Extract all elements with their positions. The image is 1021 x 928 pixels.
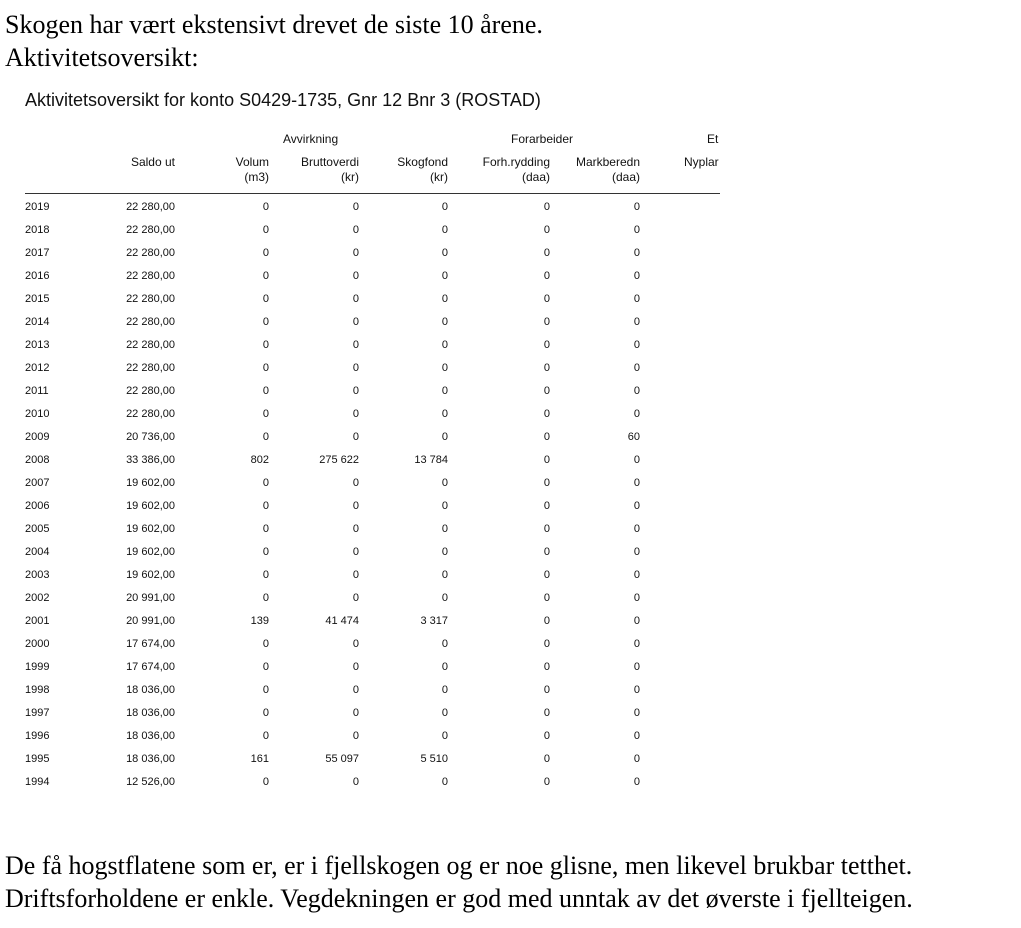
table-row — [25, 357, 725, 380]
table-row — [25, 495, 725, 518]
markberedn-cell: 0 — [633, 385, 640, 397]
skogfond-cell: 0 — [441, 776, 448, 788]
skogfond-cell: 0 — [441, 707, 448, 719]
table-row — [25, 702, 725, 725]
volum-cell: 0 — [262, 661, 269, 673]
saldo-cell: 17 674,00 — [126, 661, 175, 673]
report-table-body — [25, 196, 725, 790]
saldo-cell: 22 280,00 — [126, 385, 175, 397]
skogfond-cell: 0 — [441, 592, 448, 604]
bruttoverdi-cell: 41 474 — [325, 615, 359, 627]
markberedn-cell: 0 — [633, 477, 640, 489]
skogfond-cell: 0 — [441, 431, 448, 443]
forh-rydding-cell: 0 — [543, 247, 550, 259]
table-row — [25, 748, 725, 771]
year-cell: 1994 — [25, 776, 50, 788]
bruttoverdi-cell: 0 — [352, 546, 359, 558]
bruttoverdi-cell: 0 — [352, 707, 359, 719]
volum-cell: 0 — [262, 684, 269, 696]
markberedn-cell: 0 — [633, 201, 640, 213]
forh-rydding-cell: 0 — [543, 408, 550, 420]
saldo-cell: 20 736,00 — [126, 431, 175, 443]
skogfond-cell: 0 — [441, 201, 448, 213]
forh-rydding-cell: 0 — [543, 454, 550, 466]
markberedn-cell: 0 — [633, 753, 640, 765]
bruttoverdi-cell: 0 — [352, 477, 359, 489]
volum-cell: 0 — [262, 201, 269, 213]
saldo-cell: 22 280,00 — [126, 293, 175, 305]
table-row — [25, 219, 725, 242]
table-row — [25, 380, 725, 403]
table-row — [25, 449, 725, 472]
forh-rydding-cell: 0 — [543, 546, 550, 558]
table-row — [25, 426, 725, 449]
closing-text-line-1: De få hogstflatene som er, er i fjellskogen og er noe glisne, men likevel brukbar tetthet. — [5, 851, 913, 880]
forh-rydding-cell: 0 — [543, 316, 550, 328]
markberedn-cell: 0 — [633, 224, 640, 236]
bruttoverdi-cell: 0 — [352, 224, 359, 236]
table-row — [25, 541, 725, 564]
markberedn-cell: 60 — [627, 431, 640, 443]
volum-cell: 0 — [262, 431, 269, 443]
skogfond-cell: 0 — [441, 293, 448, 305]
volum-cell: 0 — [262, 408, 269, 420]
forh-rydding-cell: 0 — [543, 638, 550, 650]
markberedn-cell: 0 — [633, 546, 640, 558]
table-row — [25, 725, 725, 748]
table-row — [25, 403, 725, 426]
saldo-cell: 12 526,00 — [126, 776, 175, 788]
forh-rydding-cell: 0 — [543, 362, 550, 374]
bruttoverdi-cell: 0 — [352, 569, 359, 581]
saldo-cell: 18 036,00 — [126, 707, 175, 719]
markberedn-cell: 0 — [633, 316, 640, 328]
year-cell: 2000 — [25, 638, 50, 650]
forh-rydding-cell: 0 — [543, 339, 550, 351]
volum-cell: 0 — [262, 247, 269, 259]
bruttoverdi-cell: 0 — [352, 362, 359, 374]
bruttoverdi-cell: 0 — [352, 500, 359, 512]
skogfond-cell: 0 — [441, 684, 448, 696]
saldo-cell: 22 280,00 — [126, 339, 175, 351]
skogfond-cell: 0 — [441, 408, 448, 420]
table-row — [25, 288, 725, 311]
markberedn-cell: 0 — [633, 592, 640, 604]
markberedn-cell: 0 — [633, 293, 640, 305]
saldo-cell: 17 674,00 — [126, 638, 175, 650]
year-cell: 2001 — [25, 615, 50, 627]
volum-cell: 0 — [262, 546, 269, 558]
year-cell: 2004 — [25, 546, 50, 558]
skogfond-cell: 0 — [441, 339, 448, 351]
forh-rydding-cell: 0 — [543, 615, 550, 627]
table-row — [25, 610, 725, 633]
bruttoverdi-cell: 0 — [352, 385, 359, 397]
year-cell: 1998 — [25, 684, 50, 696]
forh-rydding-cell: 0 — [543, 385, 550, 397]
volum-cell: 0 — [262, 592, 269, 604]
forh-rydding-cell: 0 — [543, 431, 550, 443]
year-cell: 2011 — [25, 385, 49, 397]
volum-cell: 0 — [262, 776, 269, 788]
markberedn-cell: 0 — [633, 615, 640, 627]
table-row — [25, 587, 725, 610]
year-cell: 1996 — [25, 730, 50, 742]
bruttoverdi-cell: 0 — [352, 661, 359, 673]
forh-rydding-cell: 0 — [543, 270, 550, 282]
forh-rydding-cell: 0 — [543, 684, 550, 696]
column-header-nyplanting: Nyplar — [684, 155, 719, 169]
year-cell: 2016 — [25, 270, 50, 282]
skogfond-cell: 0 — [441, 477, 448, 489]
volum-cell: 0 — [262, 293, 269, 305]
forh-rydding-cell: 0 — [543, 477, 550, 489]
bruttoverdi-cell: 0 — [352, 339, 359, 351]
year-cell: 2012 — [25, 362, 50, 374]
markberedn-cell: 0 — [633, 569, 640, 581]
volum-cell: 0 — [262, 707, 269, 719]
forh-rydding-cell: 0 — [543, 592, 550, 604]
markberedn-cell: 0 — [633, 661, 640, 673]
saldo-cell: 22 280,00 — [126, 362, 175, 374]
skogfond-cell: 0 — [441, 385, 448, 397]
saldo-cell: 22 280,00 — [126, 201, 175, 213]
forh-rydding-cell: 0 — [543, 523, 550, 535]
year-cell: 2007 — [25, 477, 50, 489]
saldo-cell: 22 280,00 — [126, 224, 175, 236]
volum-cell: 0 — [262, 224, 269, 236]
table-row — [25, 518, 725, 541]
saldo-cell: 18 036,00 — [126, 753, 175, 765]
skogfond-cell: 0 — [441, 569, 448, 581]
skogfond-cell: 0 — [441, 247, 448, 259]
saldo-cell: 22 280,00 — [126, 247, 175, 259]
markberedn-cell: 0 — [633, 730, 640, 742]
saldo-cell: 19 602,00 — [126, 523, 175, 535]
year-cell: 2003 — [25, 569, 50, 581]
markberedn-cell: 0 — [633, 638, 640, 650]
forh-rydding-cell: 0 — [543, 707, 550, 719]
column-header-saldo: Saldo ut — [130, 155, 175, 169]
skogfond-cell: 0 — [441, 270, 448, 282]
forh-rydding-cell: 0 — [543, 500, 550, 512]
skogfond-cell: 0 — [441, 546, 448, 558]
skogfond-cell: 3 317 — [420, 615, 448, 627]
skogfond-cell: 0 — [441, 224, 448, 236]
year-cell: 1999 — [25, 661, 50, 673]
year-cell: 2014 — [25, 316, 50, 328]
table-row — [25, 196, 725, 219]
column-header-bruttoverdi: Bruttoverdi (kr) — [300, 155, 359, 184]
table-row — [25, 656, 725, 679]
bruttoverdi-cell: 275 622 — [319, 454, 359, 466]
forh-rydding-cell: 0 — [543, 661, 550, 673]
markberedn-cell: 0 — [633, 500, 640, 512]
table-row — [25, 771, 725, 790]
column-header-markberedn: Markberedn (daa) — [575, 155, 640, 184]
markberedn-cell: 0 — [633, 270, 640, 282]
skogfond-cell: 0 — [441, 638, 448, 650]
report-title: Aktivitetsoversikt for konto S0429-1735, Gnr 12 Bnr 3 (ROSTAD) — [25, 90, 541, 110]
volum-cell: 161 — [250, 753, 269, 765]
bruttoverdi-cell: 0 — [352, 776, 359, 788]
table-row — [25, 334, 725, 357]
table-row — [25, 472, 725, 495]
markberedn-cell: 0 — [633, 339, 640, 351]
activity-report — [25, 90, 725, 790]
volum-cell: 0 — [262, 569, 269, 581]
volum-cell: 0 — [262, 523, 269, 535]
forh-rydding-cell: 0 — [543, 293, 550, 305]
bruttoverdi-cell: 0 — [352, 523, 359, 535]
year-cell: 2013 — [25, 339, 50, 351]
year-cell: 1995 — [25, 753, 50, 765]
saldo-cell: 19 602,00 — [126, 569, 175, 581]
volum-cell: 0 — [262, 270, 269, 282]
saldo-cell: 18 036,00 — [126, 730, 175, 742]
skogfond-cell: 0 — [441, 500, 448, 512]
skogfond-cell: 13 784 — [414, 454, 448, 466]
volum-cell: 0 — [262, 477, 269, 489]
forh-rydding-cell: 0 — [543, 776, 550, 788]
saldo-cell: 19 602,00 — [126, 546, 175, 558]
volum-cell: 139 — [250, 615, 269, 627]
table-row — [25, 265, 725, 288]
markberedn-cell: 0 — [633, 408, 640, 420]
bruttoverdi-cell: 0 — [352, 293, 359, 305]
table-row — [25, 679, 725, 702]
bruttoverdi-cell: 0 — [352, 247, 359, 259]
bruttoverdi-cell: 0 — [352, 408, 359, 420]
markberedn-cell: 0 — [633, 684, 640, 696]
column-header-skogfond: Skogfond (kr) — [397, 155, 448, 184]
volum-cell: 802 — [250, 454, 269, 466]
markberedn-cell: 0 — [633, 707, 640, 719]
year-cell: 2017 — [25, 247, 50, 259]
year-cell: 2005 — [25, 523, 50, 535]
group-header-et: Et — [707, 132, 719, 146]
skogfond-cell: 0 — [441, 362, 448, 374]
volum-cell: 0 — [262, 362, 269, 374]
year-cell: 2010 — [25, 408, 50, 420]
skogfond-cell: 0 — [441, 730, 448, 742]
year-cell: 1997 — [25, 707, 50, 719]
volum-cell: 0 — [262, 316, 269, 328]
markberedn-cell: 0 — [633, 523, 640, 535]
closing-text-line-2: Driftsforholdene er enkle. Vegdekningen er god med unntak av det øverste i fjellteigen. — [5, 884, 913, 913]
saldo-cell: 33 386,00 — [126, 454, 175, 466]
markberedn-cell: 0 — [633, 776, 640, 788]
year-cell: 2002 — [25, 592, 50, 604]
volum-cell: 0 — [262, 730, 269, 742]
column-header-volum: Volum (m3) — [235, 155, 269, 184]
year-cell: 2018 — [25, 224, 50, 236]
bruttoverdi-cell: 0 — [352, 316, 359, 328]
bruttoverdi-cell: 0 — [352, 201, 359, 213]
bruttoverdi-cell: 55 097 — [325, 753, 359, 765]
bruttoverdi-cell: 0 — [352, 684, 359, 696]
bruttoverdi-cell: 0 — [352, 730, 359, 742]
saldo-cell: 22 280,00 — [126, 316, 175, 328]
bruttoverdi-cell: 0 — [352, 431, 359, 443]
volum-cell: 0 — [262, 339, 269, 351]
saldo-cell: 20 991,00 — [126, 592, 175, 604]
volum-cell: 0 — [262, 385, 269, 397]
intro-text-line-2: Aktivitetsoversikt: — [5, 43, 199, 72]
table-row — [25, 311, 725, 334]
year-cell: 2008 — [25, 454, 50, 466]
year-cell: 2006 — [25, 500, 50, 512]
saldo-cell: 19 602,00 — [126, 477, 175, 489]
bruttoverdi-cell: 0 — [352, 638, 359, 650]
saldo-cell: 22 280,00 — [126, 408, 175, 420]
table-row — [25, 633, 725, 656]
markberedn-cell: 0 — [633, 247, 640, 259]
skogfond-cell: 5 510 — [420, 753, 448, 765]
volum-cell: 0 — [262, 638, 269, 650]
saldo-cell: 22 280,00 — [126, 270, 175, 282]
forh-rydding-cell: 0 — [543, 224, 550, 236]
skogfond-cell: 0 — [441, 316, 448, 328]
year-cell: 2009 — [25, 431, 50, 443]
forh-rydding-cell: 0 — [543, 569, 550, 581]
table-row — [25, 564, 725, 587]
saldo-cell: 18 036,00 — [126, 684, 175, 696]
column-header-forh-rydding: Forh.rydding (daa) — [482, 155, 550, 184]
group-header-forarbeider: Forarbeider — [511, 132, 574, 146]
header-rule — [25, 193, 720, 194]
saldo-cell: 20 991,00 — [126, 615, 175, 627]
forh-rydding-cell: 0 — [543, 730, 550, 742]
bruttoverdi-cell: 0 — [352, 270, 359, 282]
volum-cell: 0 — [262, 500, 269, 512]
markberedn-cell: 0 — [633, 362, 640, 374]
skogfond-cell: 0 — [441, 523, 448, 535]
saldo-cell: 19 602,00 — [126, 500, 175, 512]
year-cell: 2015 — [25, 293, 50, 305]
bruttoverdi-cell: 0 — [352, 592, 359, 604]
forh-rydding-cell: 0 — [543, 753, 550, 765]
intro-text-line-1: Skogen har vært ekstensivt drevet de siste 10 årene. — [5, 10, 543, 39]
forh-rydding-cell: 0 — [543, 201, 550, 213]
group-header-avvirkning: Avvirkning — [283, 132, 339, 146]
table-row — [25, 242, 725, 265]
skogfond-cell: 0 — [441, 661, 448, 673]
markberedn-cell: 0 — [633, 454, 640, 466]
year-cell: 2019 — [25, 201, 50, 213]
